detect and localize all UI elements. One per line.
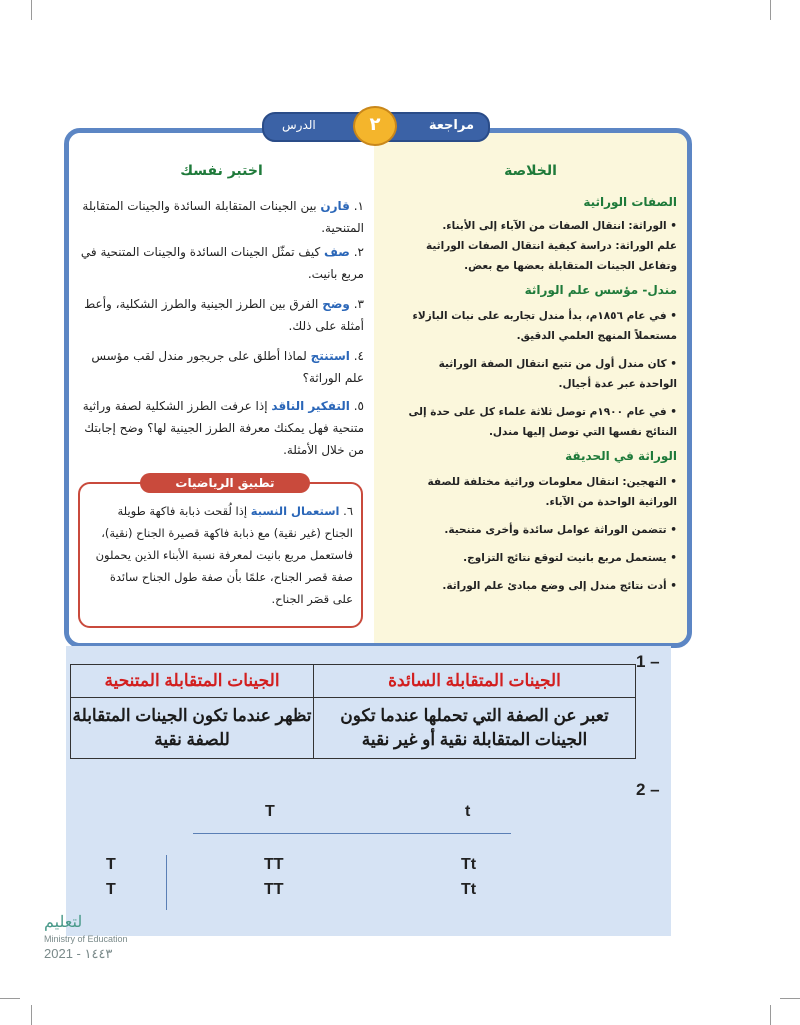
summary-item: • يستعمل مربع بانيت لتوقع نتائج التزاوج.	[463, 552, 677, 564]
summary-item: • في عام ١٨٥٦م، بدأ مندل تجاربه على نبات البازلاء	[412, 310, 677, 322]
review-word: مراجعة	[428, 118, 474, 133]
crop-mark	[31, 1005, 32, 1025]
summary-item: مستعملاً المنهج العلمي الدقيق.	[516, 330, 677, 342]
summary-column	[374, 133, 687, 643]
table-header-row	[71, 665, 636, 698]
answer-1-number: 1 –	[636, 652, 660, 671]
summary-title: الخلاصة	[504, 163, 557, 179]
allele-comparison-table	[70, 664, 636, 759]
summary-item: • أدت نتائج مندل إلى وضع مبادئ علم الوراثة.	[442, 580, 677, 592]
cell-recessive: تظهر عندما تكون الجينات المتقابلة للصفة نقية	[71, 698, 314, 759]
summary-item: الواحدة عبر عدة أجيال.	[558, 378, 677, 390]
section-heading-garden: الوراثة في الحديقة	[565, 449, 677, 463]
punnett-cell: Tt	[461, 856, 477, 873]
section-heading-mendel: مندل- مؤسس علم الوراثة	[524, 283, 677, 297]
punnett-divider-vertical	[166, 855, 167, 910]
punnett-cell: Tt	[461, 881, 477, 898]
summary-item: • الوراثة: انتقال الصفات من الآباء إلى الأبناء.	[442, 220, 677, 232]
question-4: ٤. استنتج لماذا أطلق على جريجور مندل لقب مؤسس علم الوراثة؟	[91, 349, 364, 385]
punnett-top-allele: T	[265, 803, 275, 820]
summary-item: • تتضمن الوراثة عوامل سائدة وأخرى متنحية.	[444, 524, 677, 536]
crop-mark	[31, 0, 32, 20]
punnett-cell: TT	[264, 856, 284, 873]
cell-dominant: تعبر عن الصفة التي تحملها عندما تكون الجينات المتقابلة نقية أو غير نقية	[314, 698, 636, 759]
lesson-number-badge: ٢	[353, 106, 397, 146]
header-dominant: الجينات المتقابلة السائدة	[314, 665, 636, 698]
header-recessive: الجينات المتقابلة المتنحية	[71, 665, 314, 698]
page-footer-year: 2021 - ١٤٤٣	[44, 946, 113, 961]
crop-mark	[770, 0, 771, 20]
question-1: ١. قارن بين الجينات المتقابلة السائدة والجينات المتقابلة المتنحية.	[82, 199, 364, 235]
question-5: ٥. التفكير الناقد إذا عرفت الطرز الشكلية لصفة وراثية متنحية فهل يمكنك معرفة الطرز الجينية لها؟ وضح إجابتك من خلال الأمثلة.	[82, 399, 364, 457]
section-heading-traits: الصفات الوراثية	[583, 195, 677, 209]
summary-item: • كان مندل أول من تتبع انتقال الصفة الوراثية	[438, 358, 677, 370]
ministry-logo-text: لتعليم	[44, 914, 83, 931]
punnett-cell: TT	[264, 881, 284, 898]
summary-item: • في عام ١٩٠٠م توصل ثلاثة علماء كل على حدة إلى	[408, 406, 677, 418]
math-application-tab: تطبيق الرياضيات	[140, 473, 310, 493]
summary-item: • التهجين: انتقال معلومات وراثية مختلفة للصفة	[427, 476, 677, 488]
crop-mark	[780, 998, 800, 999]
punnett-row-allele: T	[106, 881, 116, 898]
math-application-box	[78, 482, 363, 628]
answer-2-number: 2 –	[636, 780, 660, 799]
question-3: ٣. وضح الفرق بين الطرز الجينية والطرز الشكلية، وأعط أمثلة على ذلك.	[84, 297, 364, 333]
punnett-row-allele: T	[106, 856, 116, 873]
summary-item: علم الوراثة: دراسة كيفية انتقال الصفات الوراثية	[426, 240, 677, 252]
self-test-title: اختبر نفسك	[180, 163, 263, 179]
punnett-divider-horizontal	[193, 833, 511, 834]
summary-item: النتائج نفسها التي توصل إليها مندل.	[488, 426, 677, 438]
summary-item: وتفاعل الجينات المتقابلة بعضها مع بعض.	[464, 260, 677, 272]
question-2: ٢. صف كيف تمثّل الجينات السائدة والجينات المتنحية في مربع بانيت.	[80, 245, 364, 281]
crop-mark	[0, 998, 20, 999]
table-row	[71, 698, 636, 759]
ministry-name: Ministry of Education	[44, 934, 128, 944]
lesson-word: الدرس	[282, 118, 316, 132]
question-6: ٦. استعمال النسبة إذا لُقحت ذبابة فاكهة طويلة الجناح (غير نقية) مع ذبابة فاكهة قصيرة الجناح (نقية)، فاستعمل مربع بانيت لمعرفة نسبة الأبناء الذين يحملون صفة قصر الجناح، علمًا بأن صفة طول الجناح سائدة على قصَر الجناح.	[95, 504, 353, 606]
summary-item: الوراثية الواحدة من الآباء.	[545, 496, 677, 508]
crop-mark	[770, 1005, 771, 1025]
punnett-top-allele: t	[465, 803, 471, 820]
